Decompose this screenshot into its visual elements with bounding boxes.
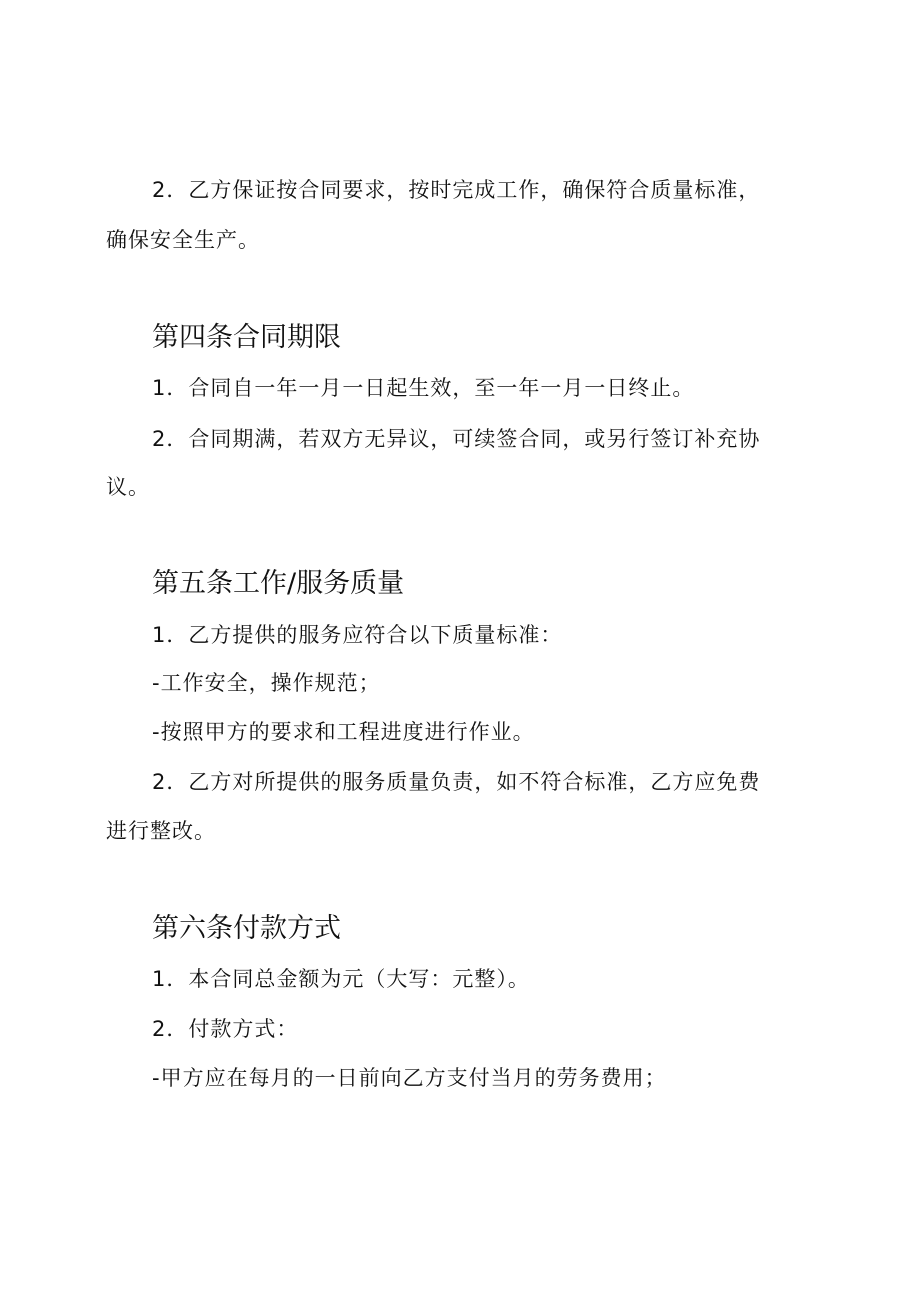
s4-heading: 第四条合同期限 xyxy=(152,322,341,353)
s6-item1: 1．本合同总金额为元（大写：元整）。 xyxy=(152,967,530,991)
s4-item2-line1: 2．合同期满，若双方无异议，可续签合同，或另行签订补充协 xyxy=(152,427,761,451)
s5-bullet1: -工作安全，操作规范； xyxy=(152,671,381,695)
s6-heading: 第六条付款方式 xyxy=(152,913,341,944)
s4-item2-line2: 议。 xyxy=(106,475,150,499)
s4-item1: 1．合同自一年一月一日起生效，至一年一月一日终止。 xyxy=(152,376,695,400)
s5-item2-line2: 进行整改。 xyxy=(106,819,216,843)
s5-bullet2: -按照甲方的要求和工程进度进行作业。 xyxy=(152,720,535,744)
s3-item2-line1: 2．乙方保证按合同要求，按时完成工作，确保符合质量标准， xyxy=(152,178,761,202)
s6-item2: 2．付款方式： xyxy=(152,1017,299,1041)
s3-item2-line2: 确保安全生产。 xyxy=(106,228,260,252)
s5-heading: 第五条工作/服务质量 xyxy=(152,568,405,599)
s5-item1: 1．乙方提供的服务应符合以下质量标准： xyxy=(152,623,563,647)
s5-item2-line1: 2．乙方对所提供的服务质量负责，如不符合标准，乙方应免费 xyxy=(152,770,761,794)
s6-bullet1: -甲方应在每月的一日前向乙方支付当月的劳务费用； xyxy=(152,1066,667,1090)
